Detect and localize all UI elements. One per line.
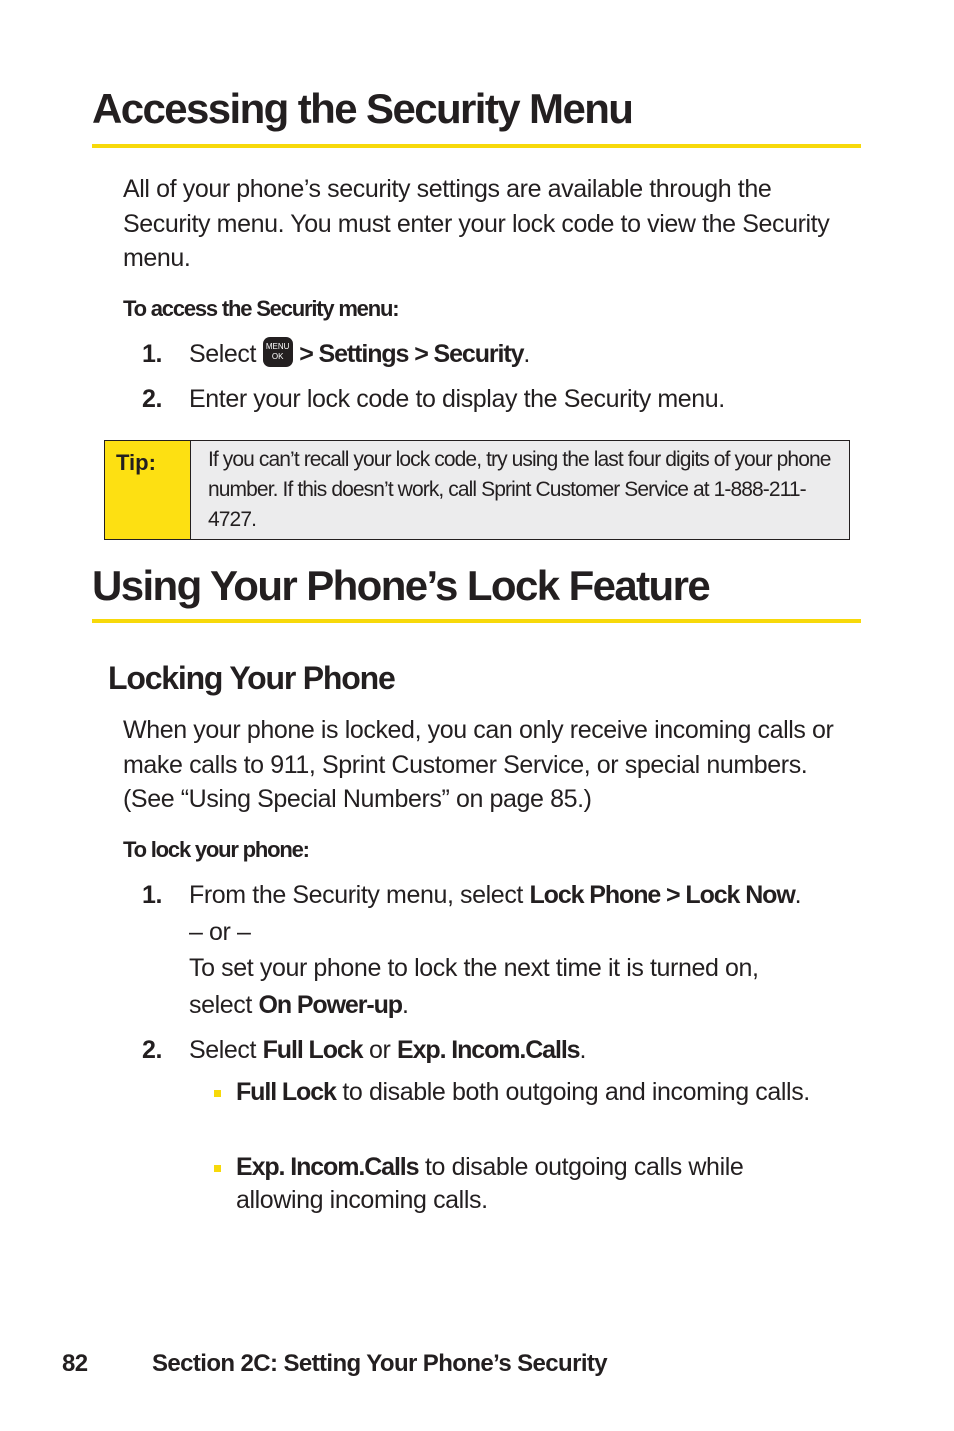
menu-ok-key-icon: MENU OK (263, 337, 293, 367)
intro-paragraph: All of your phone’s security settings are available through the Security menu. You must enter your lock code to view the Security menu. (123, 175, 830, 272)
bullet-text: Exp. Incom.Calls to disable outgoing calls while allowing incoming calls. (236, 1153, 744, 1214)
step-number: 2. (142, 385, 163, 413)
section-title-security-menu: Accessing the Security Menu (92, 85, 633, 132)
section-title-lock-feature: Using Your Phone’s Lock Feature (92, 562, 710, 609)
subsection-title: Locking Your Phone (108, 660, 395, 696)
section-footer: Section 2C: Setting Your Phone’s Security (152, 1350, 608, 1377)
procedure-label: To lock your phone: (123, 837, 309, 862)
tip-box (104, 440, 850, 540)
tip-label-cell (105, 441, 191, 539)
step-prefix: Select (189, 340, 257, 368)
menu-path: Lock Phone > Lock Now (529, 881, 795, 909)
alt-text: To set your phone to lock the next time it is turned on, (189, 954, 759, 982)
menu-path: > Settings > Security (299, 340, 524, 368)
alt-select-text: select On Power-up. (189, 991, 409, 1019)
tip-text: If you can’t recall your lock code, try using the last four digits of your phone number. If this doesn’t work, call Sprint Customer Service at 1-888-211-4727. (208, 448, 831, 531)
tip-label: Tip: (116, 450, 156, 475)
step-text: Select MENU OK > Settings > Security. (189, 340, 530, 370)
step-number: 1. (142, 881, 163, 909)
bullet-square-icon (214, 1090, 221, 1097)
bullet-square-icon (214, 1165, 221, 1172)
or-text: – or – (189, 918, 251, 946)
option-name: On Power-up (258, 991, 402, 1019)
step-number: 2. (142, 1036, 163, 1064)
title-rule (92, 144, 861, 148)
title-rule (92, 619, 861, 623)
procedure-label: To access the Security menu: (123, 296, 399, 321)
page-number: 82 (62, 1350, 88, 1377)
lock-intro-paragraph: When your phone is locked, you can only receive incoming calls or make calls to 911, Sprint Customer Service, or special numbers. (See “Using Special Numbers” on page 85.) (123, 716, 834, 813)
step-number: 1. (142, 340, 163, 368)
step-text: From the Security menu, select Lock Phone > Lock Now. (189, 881, 802, 909)
step-text: Enter your lock code to display the Security menu. (189, 385, 725, 413)
option-name: Full Lock (262, 1036, 363, 1064)
step-text: Select Full Lock or Exp. Incom.Calls. (189, 1036, 587, 1064)
option-name: Exp. Incom.Calls (397, 1036, 580, 1064)
bullet-text: Full Lock to disable both outgoing and incoming calls. (236, 1078, 810, 1106)
